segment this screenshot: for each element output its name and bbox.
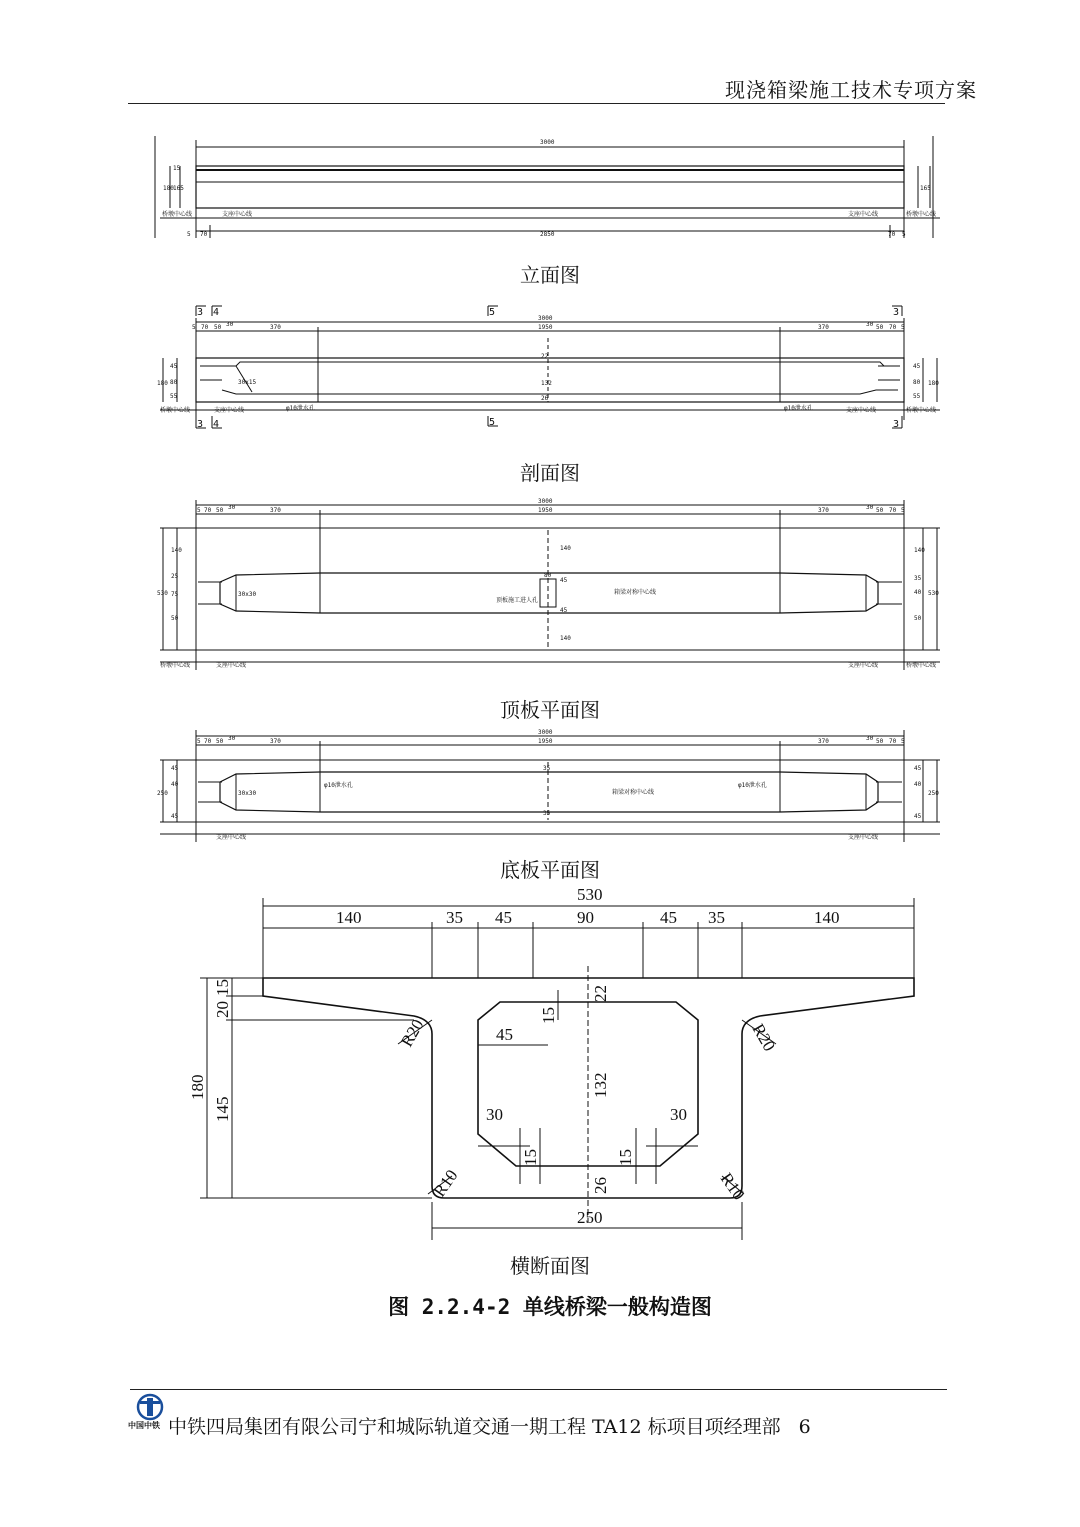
sec-dim-v132: 132 [541, 380, 552, 387]
top-sym-cl: 箱梁对称中心线 [614, 589, 657, 596]
sec-cut-3-bl: 3 [197, 419, 204, 430]
top-dim-w140-right: 140 [914, 547, 925, 554]
sec-dim-30-left: 30 [226, 321, 234, 328]
sec-cut-4-bl: 4 [213, 419, 220, 430]
top-dim-30-right: 30 [866, 504, 874, 511]
elev-dim-span: 2850 [540, 231, 555, 238]
xs-dim-w140-right: 140 [814, 908, 840, 927]
bottom-plan-drawing [160, 730, 940, 842]
bot-support-cl-left: 支座中心线 [216, 834, 247, 841]
crec-logo-text: 中国中铁 [128, 1421, 160, 1430]
sec-cut-3-left: 3 [197, 307, 204, 318]
top-dim-w140-left: 140 [171, 547, 182, 554]
top-dim-mid: 1950 [538, 507, 553, 514]
bot-drain-left: φ10泄水孔 [324, 782, 353, 789]
elev-pier-cl-left: 桥墩中心线 [162, 211, 193, 218]
sec-drain-left: φ10泄水孔 [286, 405, 315, 412]
sec-cut-4-left: 4 [213, 307, 220, 318]
top-access-hole: 顶板施工进人孔 [496, 597, 539, 604]
xs-dim-v132: 132 [591, 1072, 610, 1098]
top-dim-w25-left: 25 [171, 573, 179, 580]
top-dim-5-left: 5 [197, 507, 201, 514]
elev-dim-right-end: 5 [902, 231, 906, 238]
elev-dim-left-end: 5 [187, 231, 191, 238]
top-dim-w530-right: 530 [928, 590, 939, 597]
bot-dim-70-left: 70 [204, 738, 212, 745]
xs-dim-v15-top: 15 [539, 1007, 558, 1024]
sec-dim-seg-right: 370 [818, 324, 829, 331]
sec-dim-seg-left: 370 [270, 324, 281, 331]
elev-dim-right-a: 70 [888, 231, 896, 238]
top-dim-w50-left: 50 [171, 615, 179, 622]
top-dim-w50-right: 50 [914, 615, 922, 622]
top-dim-w40-right: 40 [914, 589, 922, 596]
xs-dim-i45: 45 [496, 1025, 513, 1044]
elev-pier-cl-right: 桥墩中心线 [906, 211, 937, 218]
caption-top-plan: 顶板平面图 [500, 698, 600, 722]
top-dim-w45-mid: 45 [560, 577, 568, 584]
xs-dim-h145: 145 [213, 1096, 232, 1122]
sec-dim-h45-left: 45 [170, 363, 178, 370]
xs-dim-w45-left: 45 [495, 908, 512, 927]
bot-dim-seg-left: 370 [270, 738, 281, 745]
bot-dim-w40-left: 40 [171, 781, 179, 788]
sec-dim-mid: 1950 [538, 324, 553, 331]
top-dim-w140-mid-b: 140 [560, 635, 571, 642]
sec-dim-50-right: 50 [876, 324, 884, 331]
xs-dim-h20: 20 [213, 1001, 232, 1018]
sec-dim-h55-left: 55 [170, 393, 178, 400]
xs-dim-i30-right: 30 [670, 1105, 687, 1124]
bot-sym-cl: 箱梁对称中心线 [612, 789, 655, 796]
xs-dim-total: 530 [577, 885, 603, 904]
sec-dim-h80-left: 80 [170, 379, 178, 386]
bot-dim-w40-right: 40 [914, 781, 922, 788]
xs-dim-w45-right: 45 [660, 908, 677, 927]
sec-support-cl-left: 支座中心线 [214, 407, 245, 414]
bot-dim-50-left: 50 [216, 738, 224, 745]
elev-dim-h-web: 165 [173, 185, 184, 192]
footer-rule [130, 1389, 947, 1390]
sec-dim-70-left: 70 [201, 324, 209, 331]
xs-dim-v15-left: 15 [521, 1149, 540, 1166]
top-dim-seg-right: 370 [818, 507, 829, 514]
xs-r10-left: R10 [429, 1166, 462, 1201]
top-pier-cl-right: 桥墩中心线 [906, 662, 937, 669]
xs-dim-w140-left: 140 [336, 908, 362, 927]
elevation-drawing [155, 136, 940, 238]
page-header: 现浇箱梁施工技术专项方案 [725, 78, 977, 102]
top-dim-5-right: 5 [901, 507, 905, 514]
bot-dim-mid: 1950 [538, 738, 553, 745]
top-dim-50-right: 50 [876, 507, 884, 514]
top-pier-cl-left: 桥墩中心线 [160, 662, 191, 669]
bot-drain-right: φ10泄水孔 [738, 782, 767, 789]
bot-dim-w45-right: 45 [914, 765, 922, 772]
caption-cross-section: 横断面图 [510, 1254, 590, 1278]
top-dim-seg-left: 370 [270, 507, 281, 514]
elev-support-cl-right: 支座中心线 [848, 211, 879, 218]
xs-r20-left: R20 [397, 1015, 428, 1050]
elev-support-cl-left: 支座中心线 [222, 211, 253, 218]
sec-dim-h45-right: 45 [913, 363, 921, 370]
bot-dim-seg-right: 370 [818, 738, 829, 745]
top-support-cl-right: 支座中心线 [848, 662, 879, 669]
sec-dim-v26: 26 [541, 395, 549, 402]
top-plan-drawing [160, 500, 940, 670]
sec-chamfer: 30x15 [238, 379, 257, 386]
bot-dim-total: 3000 [538, 729, 553, 736]
figure-title: 图 2.2.4-2 单线桥梁一般构造图 [388, 1295, 712, 1319]
elev-dim-total: 3000 [540, 139, 555, 146]
page-number: 6 [798, 1416, 811, 1438]
top-dim-w80: 80 [544, 572, 552, 579]
top-dim-70-right: 70 [889, 507, 897, 514]
xs-dim-w90: 90 [577, 908, 594, 927]
sec-support-cl-right: 支座中心线 [846, 407, 877, 414]
xs-dim-v26: 26 [591, 1177, 610, 1194]
top-dim-w530-left: 530 [157, 590, 168, 597]
xs-dim-i30-left: 30 [486, 1105, 503, 1124]
top-dim-w140-mid: 140 [560, 545, 571, 552]
xs-dim-h15: 15 [213, 979, 232, 996]
sec-dim-h180-right: 180 [928, 380, 939, 387]
xs-dim-v15-right: 15 [616, 1149, 635, 1166]
sec-dim-30-right: 30 [866, 321, 874, 328]
top-support-cl-left: 支座中心线 [216, 662, 247, 669]
bot-dim-30-left: 30 [228, 735, 236, 742]
footer-org: 中铁四局集团有限公司宁和城际轨道交通一期工程 TA12 标项目项经理部 [168, 1416, 781, 1438]
xs-dim-v22: 22 [591, 985, 610, 1002]
bot-dim-w250-left: 250 [157, 790, 168, 797]
top-dim-w35-right: 35 [914, 575, 922, 582]
xs-r20-right: R20 [748, 1020, 780, 1055]
bot-dim-5-right: 5 [901, 738, 905, 745]
sec-dim-h55-right: 55 [913, 393, 921, 400]
elev-dim-h-total: 180 [163, 185, 174, 192]
xs-r10-right: R10 [716, 1169, 749, 1204]
xs-dim-h180: 180 [188, 1074, 207, 1100]
sec-dim-70-right: 70 [889, 324, 897, 331]
caption-section: 剖面图 [520, 461, 580, 485]
sec-pier-cl-left: 桥墩中心线 [160, 407, 191, 414]
bot-dim-w35-mid: 35 [543, 765, 551, 772]
caption-elevation: 立面图 [520, 263, 580, 287]
elev-dim-h-web-r: 165 [920, 185, 931, 192]
sec-dim-h180-left: 180 [157, 380, 168, 387]
bot-dim-70-right: 70 [889, 738, 897, 745]
xs-dim-bottom: 250 [577, 1208, 603, 1227]
sec-cut-3-right: 3 [893, 307, 900, 318]
sec-dim-total: 3000 [538, 315, 553, 322]
bot-dim-30-right: 30 [866, 735, 874, 742]
sec-dim-5-right: 5 [901, 324, 905, 331]
elev-dim-h-top: 15 [173, 165, 181, 172]
top-chamfer: 30x30 [238, 591, 257, 598]
top-dim-30-left: 30 [228, 504, 236, 511]
bot-support-cl-right: 支座中心线 [848, 834, 879, 841]
top-dim-total: 3000 [538, 498, 553, 505]
sec-dim-v22: 22 [541, 353, 549, 360]
bot-dim-w35-mid-b: 35 [543, 810, 551, 817]
top-dim-50-left: 50 [216, 507, 224, 514]
top-dim-w45-mid-b: 45 [560, 607, 568, 614]
bot-dim-5-left: 5 [197, 738, 201, 745]
top-dim-w75-left: 75 [171, 591, 179, 598]
bot-chamfer: 30x30 [238, 790, 257, 797]
footer [168, 1412, 811, 1439]
xs-dim-w35-right: 35 [708, 908, 725, 927]
bot-dim-w45-left-b: 45 [171, 813, 179, 820]
bot-dim-w45-left: 45 [171, 765, 179, 772]
cross-section-dims [200, 898, 914, 1240]
sec-cut-5-top: 5 [489, 307, 496, 318]
caption-bottom-plan: 底板平面图 [500, 858, 600, 882]
sec-drain-right: φ10泄水孔 [784, 405, 813, 412]
sec-pier-cl-right: 桥墩中心线 [906, 407, 937, 414]
top-dim-70-left: 70 [204, 507, 212, 514]
elev-dim-left-a: 70 [200, 231, 208, 238]
sec-dim-h80-right: 80 [913, 379, 921, 386]
bot-dim-w45-right-b: 45 [914, 813, 922, 820]
bot-dim-w250-right: 250 [928, 790, 939, 797]
sec-cut-3-br: 3 [893, 419, 900, 430]
sec-dim-5-left: 5 [192, 324, 196, 331]
sec-dim-50-left: 50 [214, 324, 222, 331]
bot-dim-50-right: 50 [876, 738, 884, 745]
sec-cut-5-bottom: 5 [489, 417, 496, 428]
xs-dim-w35-left: 35 [446, 908, 463, 927]
